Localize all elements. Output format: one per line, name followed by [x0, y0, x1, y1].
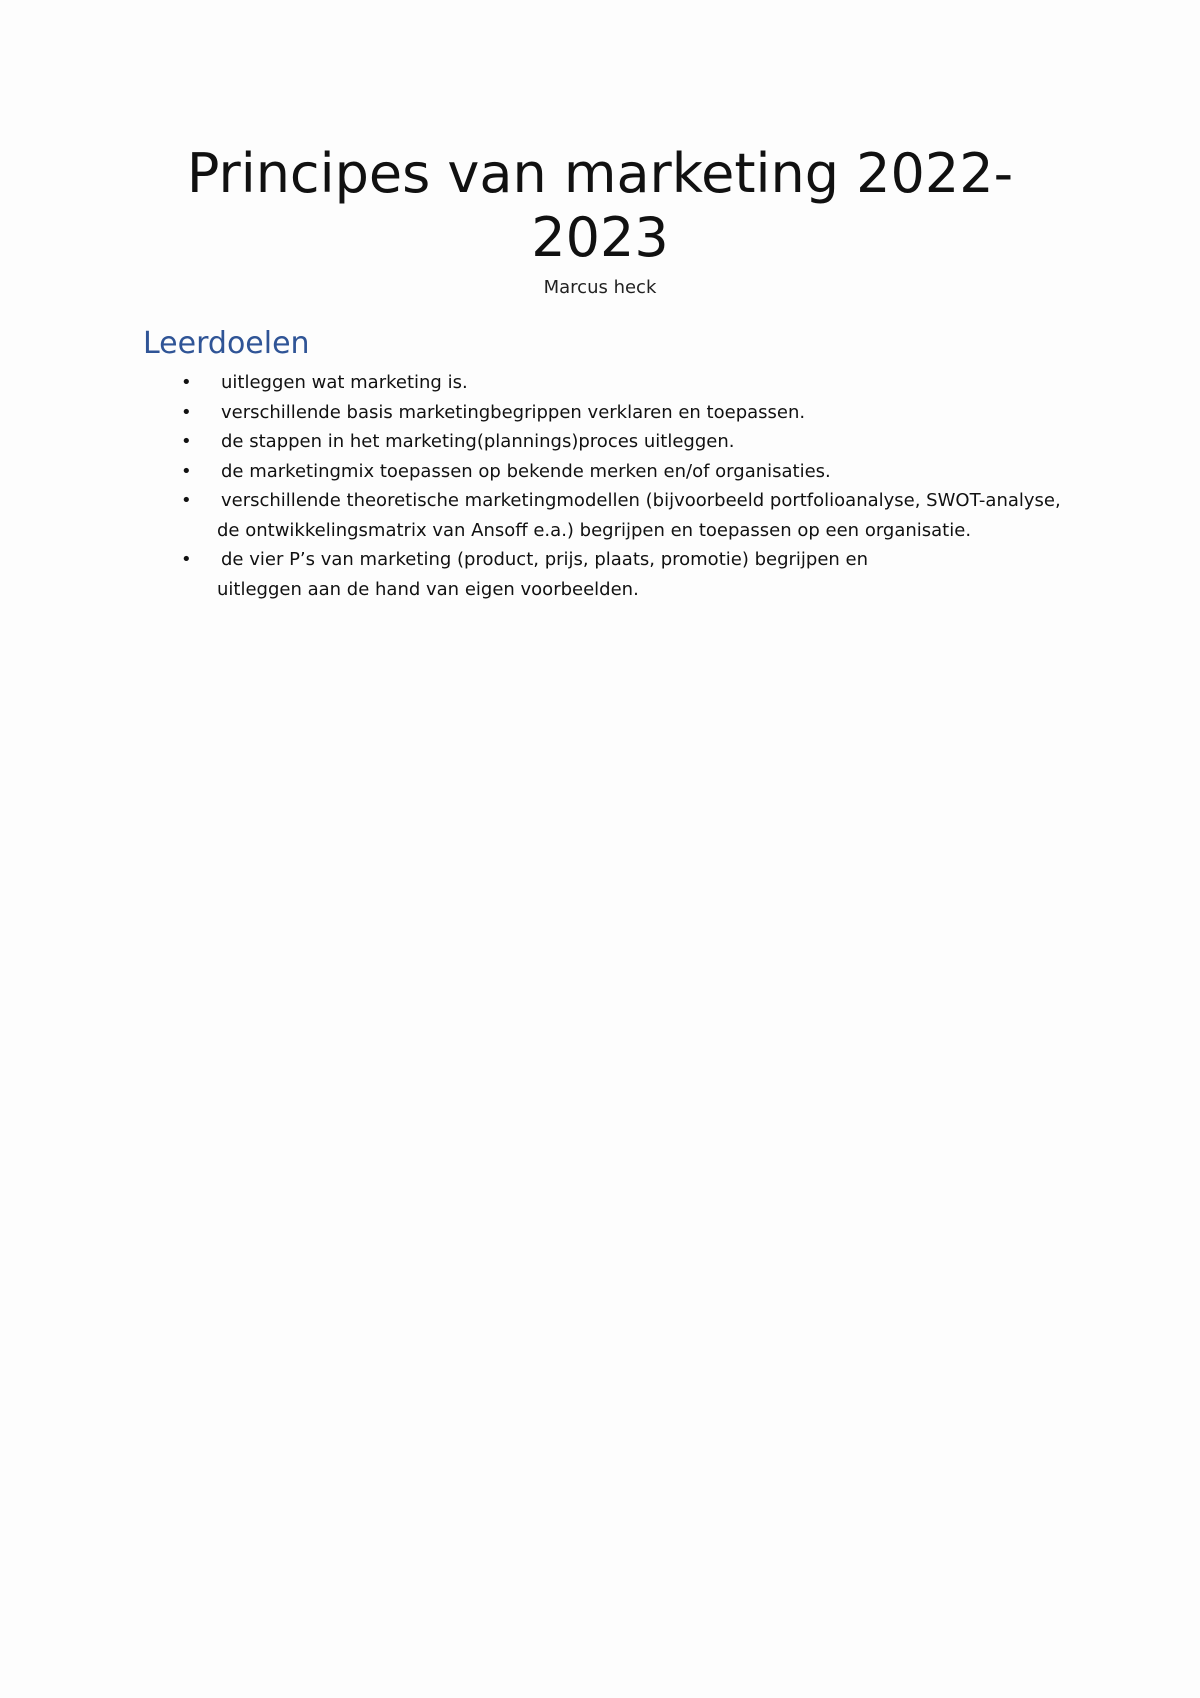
list-item-text: de stappen in het marketing(plannings)proces uitleggen.: [221, 431, 735, 452]
bullet-icon: •: [181, 431, 192, 452]
bullet-icon: •: [181, 372, 192, 393]
list-item: [0, 486, 1200, 545]
bullet-icon: •: [181, 460, 192, 482]
list-item: [0, 398, 1200, 428]
title-line-2: 2023: [531, 206, 669, 269]
list-item: [0, 368, 1200, 398]
bullet-icon: •: [181, 401, 192, 423]
list-item: [0, 545, 1200, 604]
bullet-icon: •: [181, 549, 192, 570]
list-item-continuation: uitleggen aan de hand van eigen voorbeelden.: [217, 578, 639, 600]
list-item-continuation: de ontwikkelingsmatrix van Ansoff e.a.) begrijpen en toepassen op een organisatie.: [217, 519, 972, 541]
list-item-text: de marketingmix toepassen op bekende merken en/of organisaties.: [221, 460, 831, 482]
learning-goals-list: [0, 368, 1200, 604]
document-title: [150, 142, 1050, 270]
list-item: [0, 427, 1200, 457]
list-item-text: verschillende theoretische marketingmodellen (bijvoorbeeld portfolioanalyse, SWOT-analyse,: [221, 490, 1061, 511]
list-item-text: verschillende basis marketingbegrippen verklaren en toepassen.: [221, 401, 806, 423]
list-item-text: de vier P’s van marketing (product, prijs, plaats, promotie) begrijpen en: [221, 549, 869, 570]
section-heading: Leerdoelen: [143, 326, 310, 361]
title-line-1: Principes van marketing 2022-: [186, 142, 1014, 205]
list-item: [0, 457, 1200, 487]
author-name: Marcus heck: [543, 277, 657, 298]
list-item-text: uitleggen wat marketing is.: [221, 372, 468, 393]
bullet-icon: •: [181, 490, 192, 511]
